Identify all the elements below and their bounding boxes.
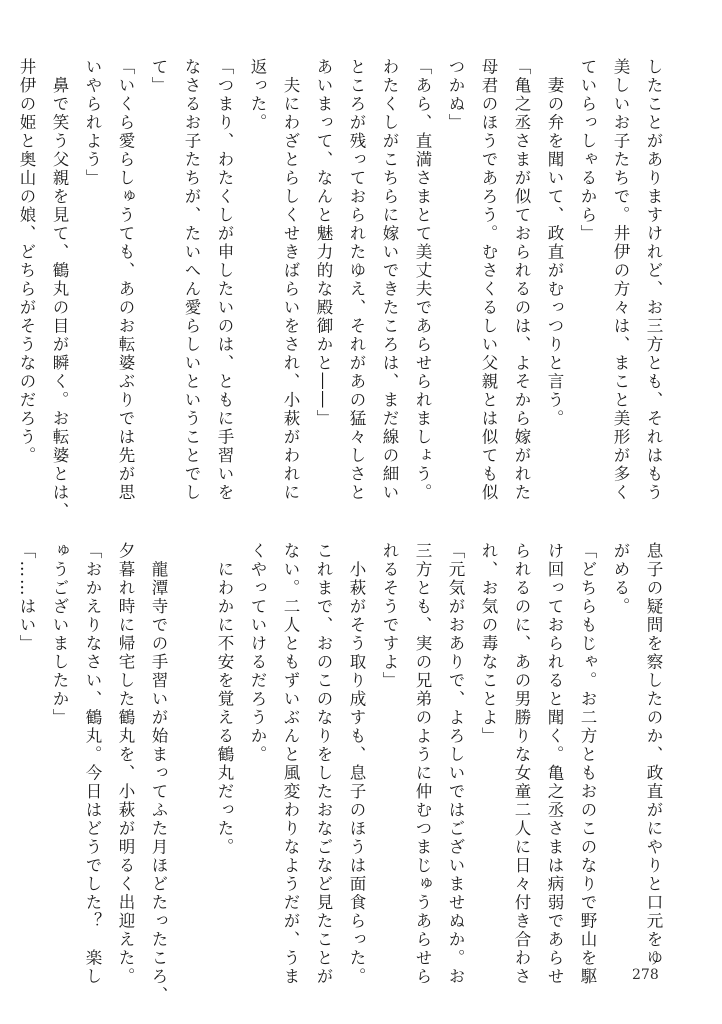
text-column: したことがありますけれど、お三方とも、それはもう xyxy=(644,58,663,502)
text-column: れるそうですよ」 xyxy=(380,542,399,690)
text-column: これまで、おのこのなりをしたおなごなど見たことが xyxy=(314,542,333,986)
text-column: いやられよう」 xyxy=(83,58,102,188)
text-column: 「つまり、わたくしが申したいのは、ともに手習いを xyxy=(215,58,234,502)
text-column: 鼻で笑う父親を見て、鶴丸の目が瞬く。お転婆とは、 xyxy=(50,58,69,521)
text-column: ところが残っておられたゆえ、それがあの猛々しさと xyxy=(347,58,366,502)
text-column: 「亀之丞さまが似ておられるのは、よそから嫁がれた xyxy=(512,58,531,502)
text-column: れ、お気の毒なことよ」 xyxy=(479,542,498,746)
text-column: 三方とも、実の兄弟のように仲むつまじゅうあらせら xyxy=(413,542,432,986)
text-column: 夕暮れ時に帰宅した鶴丸を、小萩が明るく出迎えた。 xyxy=(116,542,135,986)
text-column: て」 xyxy=(149,58,168,95)
text-column: 息子の疑問を察したのか、政直がにやりと口元をゆ xyxy=(644,542,663,968)
text-column: 「……はい」 xyxy=(17,542,36,653)
text-column xyxy=(175,542,208,982)
text-column: られるのに、あの男勝りな女童二人に日々付き合わさ xyxy=(512,542,531,986)
text-column: 夫にわざとらしくせきばらいをされ、小萩がわれに xyxy=(281,58,300,502)
text-column: ていらっしゃるから」 xyxy=(578,58,597,243)
text-column: 妻の弁を聞いて、政直がむっつりと言う。 xyxy=(545,58,564,428)
text-column: ゅうございましたか」 xyxy=(50,542,69,727)
text-column: にわかに不安を覚える鶴丸だった。 xyxy=(215,542,234,857)
text-block-lower xyxy=(17,542,670,1005)
text-column: がめる。 xyxy=(611,542,630,616)
text-column: くやっていけるだろうか。 xyxy=(248,542,267,764)
text-column: わたくしがこちらに嫁いできたころは、まだ線の細い xyxy=(380,58,399,502)
text-column: 龍潭寺での手習いが始まってふた月ほどたったころ、 xyxy=(149,542,168,1005)
text-column: 美しいお子たちで。井伊の方々は、まこと美形が多く xyxy=(611,58,630,502)
text-column: 「どちらもじゃ。お二方ともおのこのなりで野山を駆 xyxy=(578,542,597,986)
text-column: ない。二人ともずいぶんと風変わりなようだが、うま xyxy=(281,542,300,986)
text-column: 「あら、直満さまとて美丈夫であらせられましょう。 xyxy=(413,58,432,502)
text-column: 「元気がおありで、よろしいではございませぬか。お xyxy=(446,542,465,986)
text-column: つかぬ」 xyxy=(446,58,465,132)
text-block-upper xyxy=(17,58,670,521)
text-column: あいまって、なんと魅力的な殿御かと――」 xyxy=(314,58,333,428)
text-column: 返った。 xyxy=(248,58,267,132)
text-column: なさるお子たちが、たいへん愛らしいということでし xyxy=(182,58,201,502)
text-column: 小萩がそう取り成すも、息子のほうは面食らった。 xyxy=(347,542,366,986)
text-column: け回っておられると聞く。亀之丞さまは病弱であらせ xyxy=(545,542,564,986)
text-column: 「いくら愛らしゅうても、あのお転婆ぶりでは先が思 xyxy=(116,58,135,502)
text-column: 「おかえりなさい、鶴丸。今日はどうでした？ 楽し xyxy=(83,542,102,986)
page-number: 278 xyxy=(632,967,659,983)
text-column: 井伊の姫と奥山の娘、どちらがそうなのだろう。 xyxy=(17,58,36,465)
text-column: 母君のほうであろう。むさくるしい父親とは似ても似 xyxy=(479,58,498,502)
